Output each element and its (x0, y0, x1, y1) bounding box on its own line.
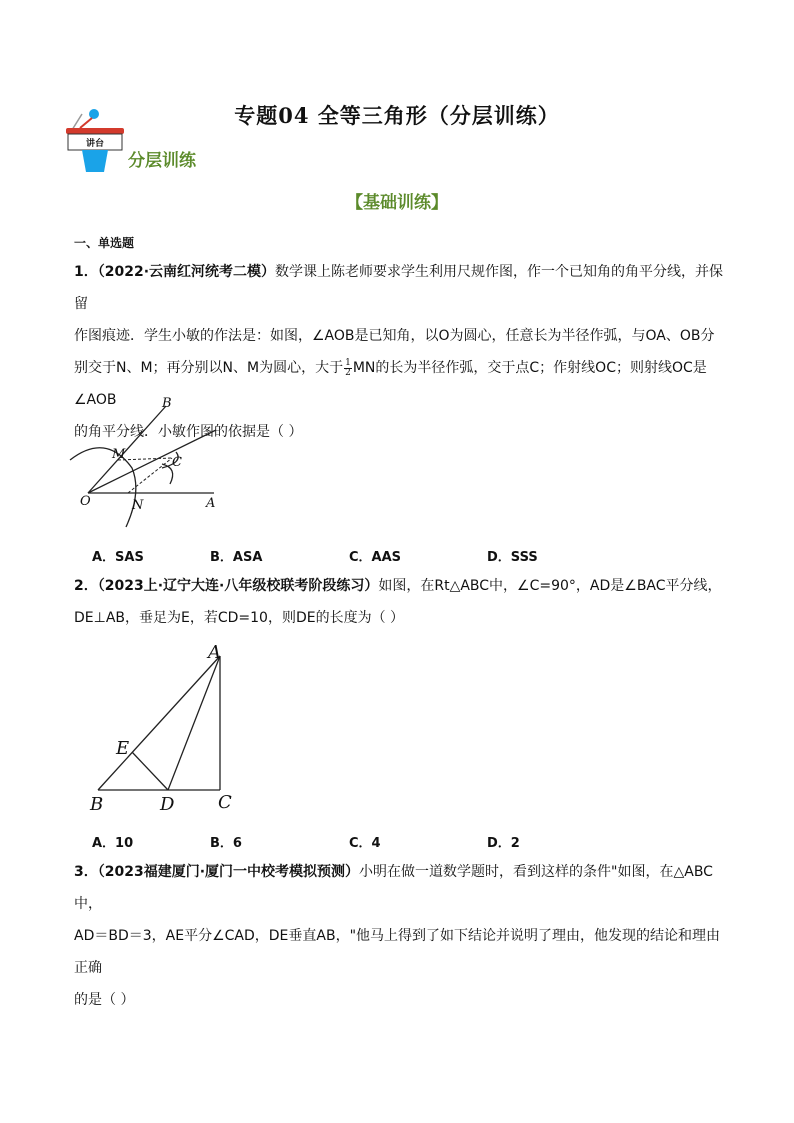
q1-options (92, 546, 652, 564)
fig2-label-a: A (208, 642, 221, 663)
badge-text: 讲台 (85, 139, 105, 149)
q3-number: 3． (74, 864, 98, 880)
q1-option-b[interactable]: B．ASA (210, 550, 263, 565)
q3-line1: 小明在做一道数学题时，看到这样的条件"如图，在△ABC中， (74, 864, 713, 912)
q1-line2: 作图痕迹．学生小敏的作法是：如图，∠AOB是已知角，以O为圆心，任意长为半径作弧，与OA、OB分 (74, 328, 715, 344)
q2-number: 2． (74, 578, 98, 594)
q2-option-c[interactable]: C．4 (349, 836, 381, 851)
q1-option-d[interactable]: D．SSS (487, 550, 538, 565)
q3-source: （2023福建厦门·厦门一中校考模拟预测） (97, 864, 360, 880)
q1-angle-bisector-figure (66, 392, 236, 532)
q1-line1: 数学课上陈老师要求学生利用尺规作图，作一个已知角的角平分线，并保留 (74, 264, 724, 312)
q2-option-d[interactable]: D．2 (487, 836, 520, 851)
fig2-label-e: E (116, 738, 130, 759)
sub-heading: 【基础训练】 (346, 193, 448, 213)
question-2 (74, 570, 724, 634)
q1-option-c[interactable]: C．AAS (349, 550, 402, 565)
fig2-label-b: B (90, 794, 104, 815)
q1-source: （2022·云南红河统考二模） (97, 264, 276, 280)
q2-line1: 如图，在Rt△ABC中，∠C=90°，AD是∠BAC平分线， (378, 578, 722, 594)
question-3 (74, 856, 724, 1016)
fig1-label-a: A (206, 496, 216, 511)
q3-line2: AD＝BD＝3，AE平分∠CAD，DE垂直AB，"他马上得到了如下结论并说明了理由，他发现的结论和理由正确 (74, 928, 721, 976)
fig1-label-b: B (162, 396, 172, 411)
q1-fraction: $\frac{1}{2}$ (345, 357, 351, 378)
section-label: 分层训练 (128, 151, 196, 171)
page-title: 专题04 全等三角形（分层训练） (234, 103, 560, 128)
q2-source: （2023上·辽宁大连·八年级校联考阶段练习） (97, 578, 379, 594)
fig2-label-d: D (160, 794, 175, 815)
category-heading: 一、单选题 (74, 236, 135, 250)
fig1-label-c: C (172, 455, 182, 470)
q3-line3: 的是（ ） (74, 992, 135, 1008)
q2-right-triangle-figure (84, 640, 244, 820)
q1-number: 1． (74, 264, 98, 280)
q1-line3a: 别交于N、M；再分别以N、M为圆心，大于 (74, 360, 344, 376)
q2-option-b[interactable]: B．6 (210, 836, 242, 851)
fig1-label-o: O (80, 494, 91, 509)
fig2-label-c: C (218, 792, 232, 813)
q2-options (92, 832, 652, 850)
q1-line3b: MN的长为半径作弧，交于点C；作射线OC；则射线OC是∠AOB (74, 360, 707, 408)
q1-line4: 的角平分线．小敏作图的依据是（ ） (74, 424, 303, 440)
q2-line2: DE⊥AB，垂足为E，若CD=10，则DE的长度为（ ） (74, 610, 405, 626)
q1-option-a[interactable]: A．SAS (92, 550, 144, 565)
fig1-label-n: N (132, 498, 144, 513)
q2-option-a[interactable]: A．10 (92, 836, 134, 851)
fig1-label-m: M (112, 447, 126, 462)
